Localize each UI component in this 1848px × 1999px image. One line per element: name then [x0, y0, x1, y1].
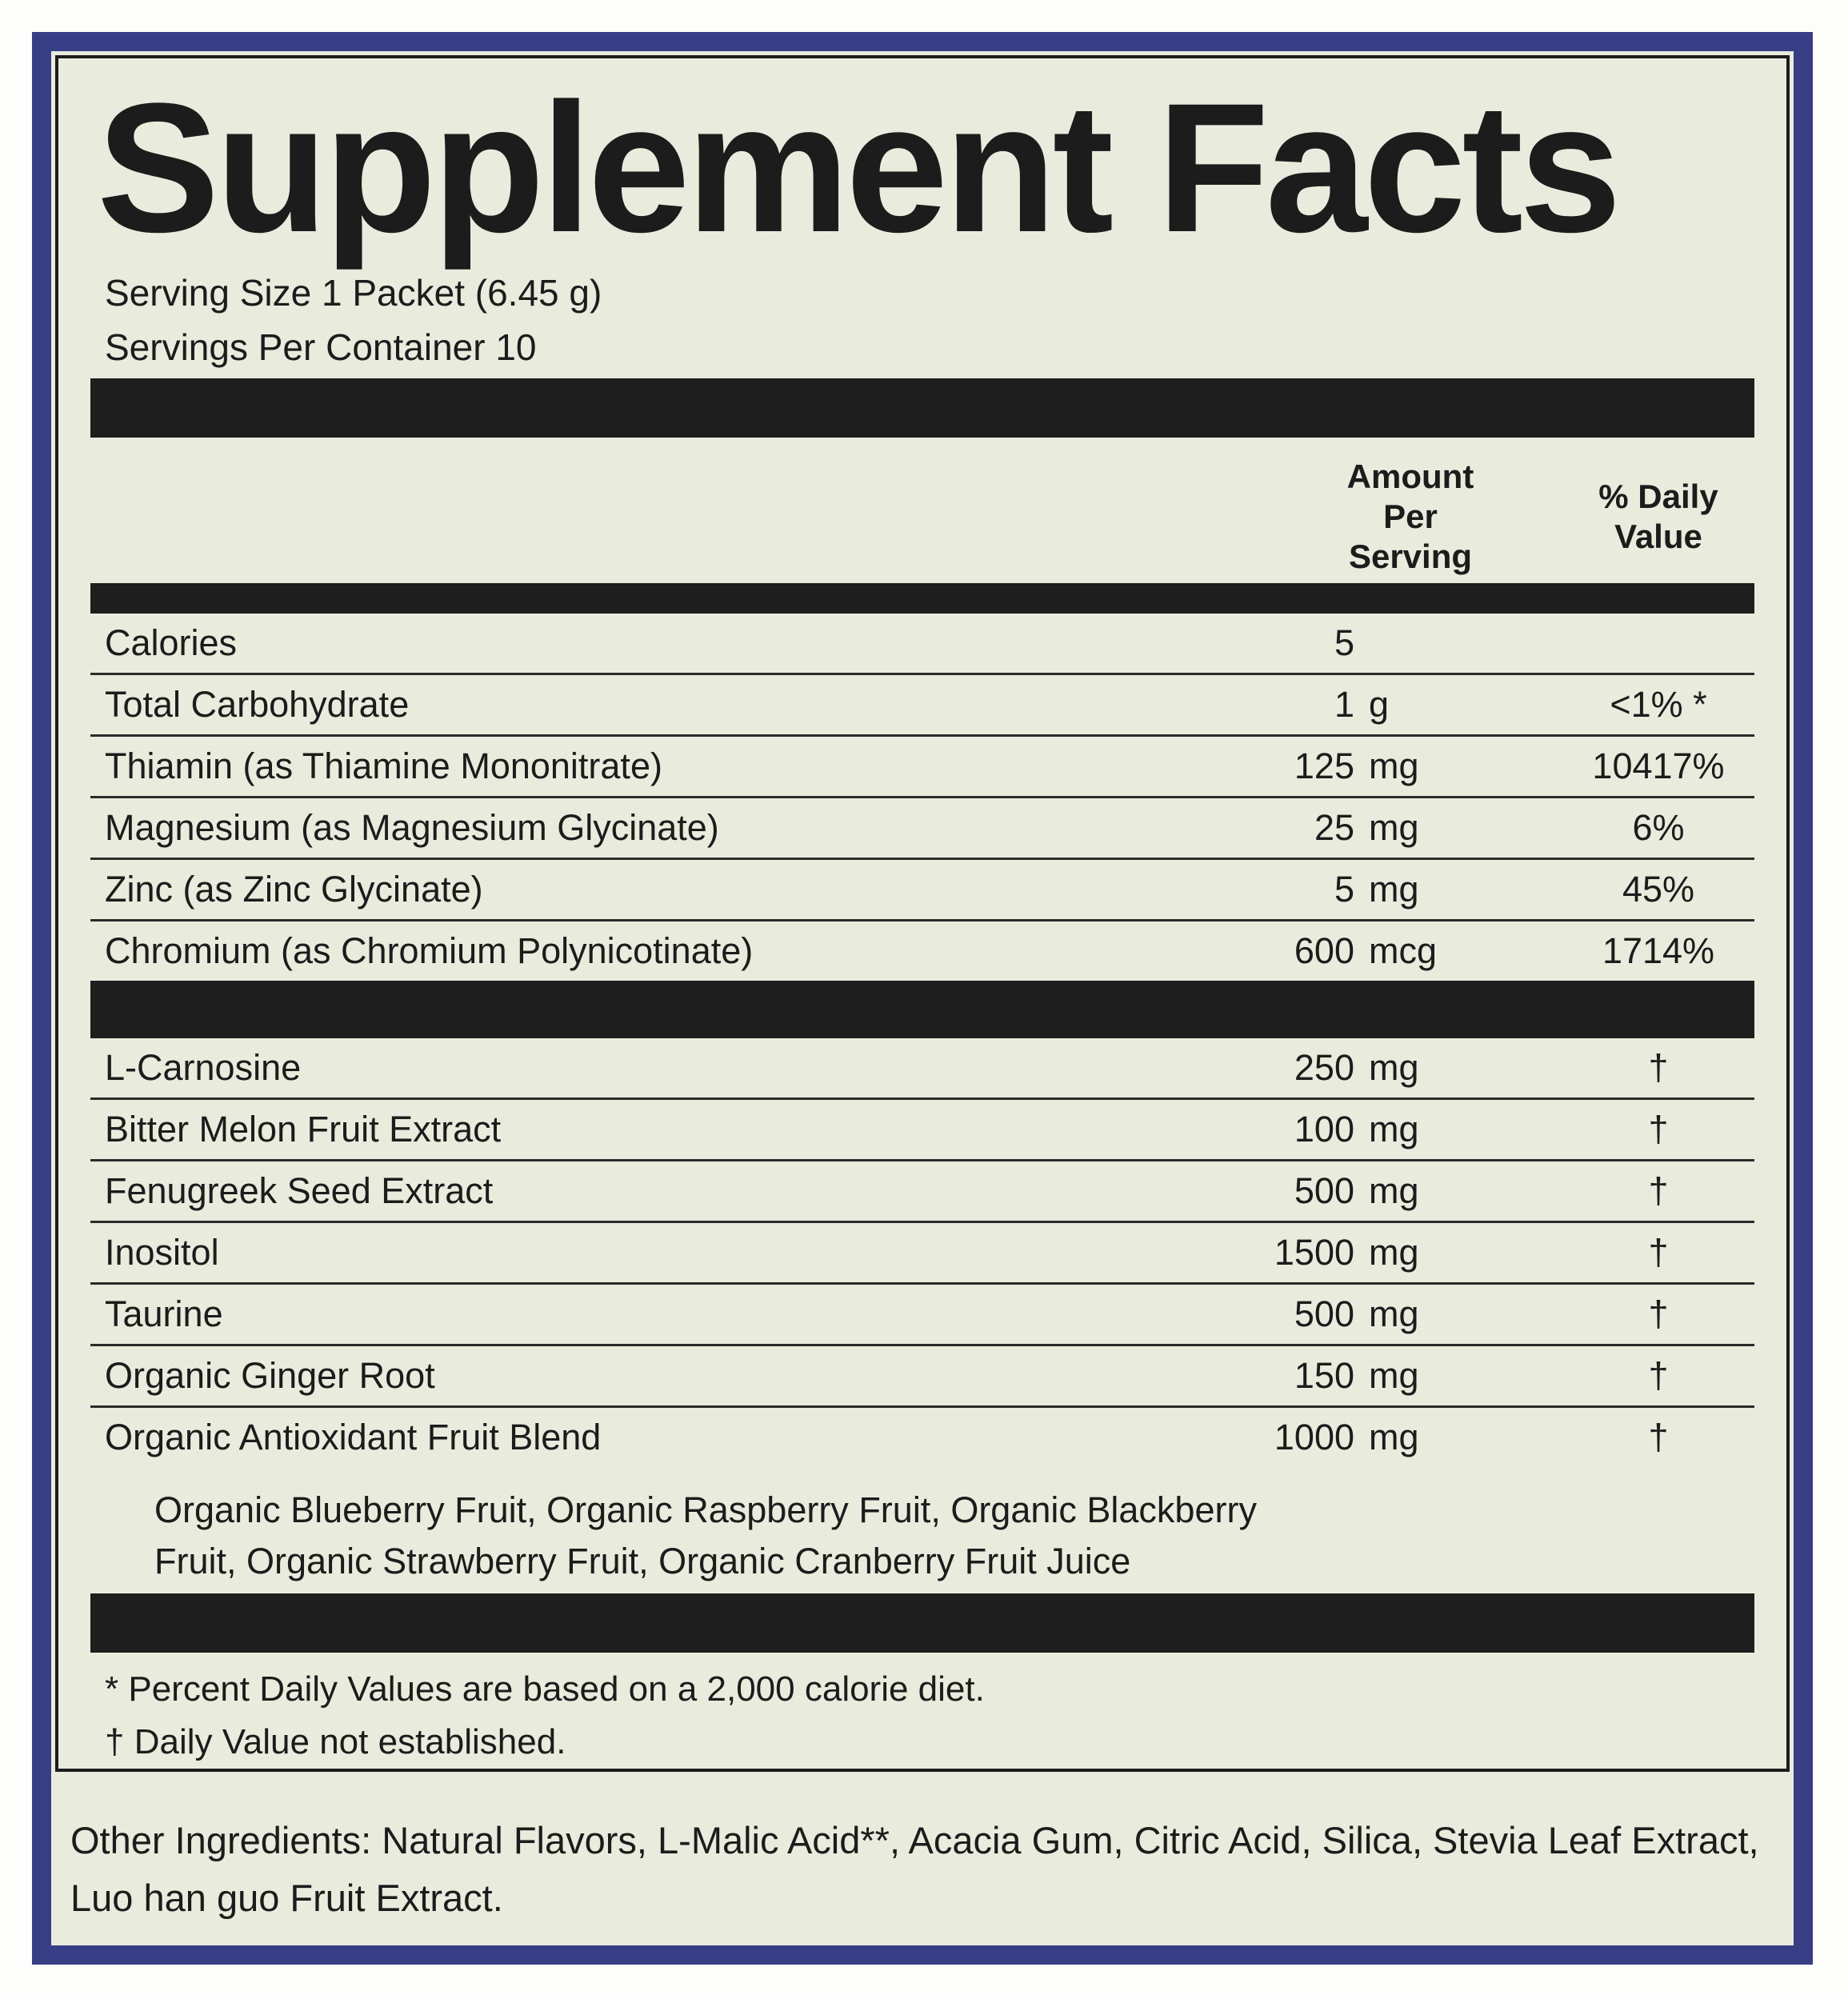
row-amount-value: 100	[1294, 1109, 1354, 1149]
row-name: Organic Antioxidant Fruit Blend	[105, 1417, 602, 1457]
amount-per-serving-header: Amount Per Serving	[1346, 458, 1474, 575]
row-name: Zinc (as Zinc Glycinate)	[105, 869, 483, 910]
row-name: Bitter Melon Fruit Extract	[105, 1109, 502, 1149]
row-daily-value: †	[1648, 1232, 1669, 1273]
footnote-dagger: † Daily Value not established.	[105, 1722, 566, 1761]
nutrients-table	[90, 614, 1754, 981]
fruit-blend-detail: Organic Blueberry Fruit, Organic Raspberry Fruit, Organic Blackberry Fruit, Organic Strawberry Fruit, Organic Cranberry Fruit Juice	[154, 1489, 1257, 1581]
divider-bar	[90, 583, 1754, 614]
row-daily-value: †	[1648, 1293, 1669, 1334]
row-name: Magnesium (as Magnesium Glycinate)	[105, 807, 719, 848]
table-row	[90, 1223, 1754, 1285]
row-daily-value: †	[1648, 1109, 1669, 1149]
row-name: Chromium (as Chromium Polynicotinate)	[105, 930, 754, 971]
row-amount-value: 1000	[1274, 1417, 1354, 1457]
row-daily-value: 10417%	[1592, 746, 1725, 786]
row-daily-value: †	[1648, 1417, 1669, 1457]
servings-per-container-line: Servings Per Container 10	[105, 326, 537, 368]
row-amount-value: 1500	[1274, 1232, 1354, 1273]
row-amount-value: 1	[1334, 684, 1354, 725]
table-row	[90, 1346, 1754, 1408]
row-amount-value: 150	[1294, 1355, 1354, 1396]
row-amount-unit: mg	[1369, 1109, 1419, 1149]
row-daily-value: 1714%	[1602, 930, 1715, 971]
table-row	[90, 1408, 1754, 1467]
row-daily-value: †	[1648, 1355, 1669, 1396]
table-row	[90, 798, 1754, 860]
row-name: Calories	[105, 622, 238, 663]
table-row	[90, 614, 1754, 675]
row-amount-value: 125	[1294, 746, 1354, 786]
row-name: Inositol	[105, 1232, 219, 1273]
row-amount-unit: mg	[1369, 869, 1419, 910]
row-amount-value: 500	[1294, 1293, 1354, 1334]
row-amount-unit: mg	[1369, 807, 1419, 848]
supplement-facts-panel	[55, 55, 1790, 1772]
divider-bar	[90, 378, 1754, 438]
row-name: Taurine	[105, 1293, 223, 1334]
row-amount-value: 250	[1294, 1047, 1354, 1088]
daily-value-header: % Daily Value	[1598, 478, 1718, 555]
row-daily-value: †	[1648, 1047, 1669, 1088]
table-row	[90, 1100, 1754, 1161]
row-name: Fenugreek Seed Extract	[105, 1170, 494, 1211]
serving-size-line: Serving Size 1 Packet (6.45 g)	[105, 272, 602, 314]
row-amount-unit: mg	[1369, 1047, 1419, 1088]
row-name: L-Carnosine	[105, 1047, 302, 1088]
row-amount-unit: g	[1369, 684, 1390, 725]
row-amount-value: 25	[1314, 807, 1354, 848]
row-daily-value: <1% *	[1610, 684, 1707, 725]
divider-bar	[90, 1593, 1754, 1653]
footnote-asterisk: * Percent Daily Values are based on a 2,000 calorie diet.	[105, 1669, 985, 1709]
row-daily-value: 45%	[1622, 869, 1695, 910]
row-amount-unit: mg	[1369, 1293, 1419, 1334]
row-amount-value: 600	[1294, 930, 1354, 971]
row-daily-value: 6%	[1632, 807, 1685, 848]
table-row	[90, 1285, 1754, 1346]
other-ingredients-text: Other Ingredients: Natural Flavors, L-Malic Acid**, Acacia Gum, Citric Acid, Silica, Stevia Leaf Extract, Luo han guo Fruit Extract.	[70, 1819, 1759, 1919]
row-daily-value: †	[1648, 1170, 1669, 1211]
row-amount-unit: mg	[1369, 1417, 1419, 1457]
table-row	[90, 737, 1754, 798]
row-amount-unit: mg	[1369, 1170, 1419, 1211]
row-amount-unit: mg	[1369, 746, 1419, 786]
table-row	[90, 1161, 1754, 1223]
row-amount-unit: mcg	[1369, 930, 1438, 971]
page-title: Supplement Facts	[97, 65, 1618, 270]
row-amount-unit: mg	[1369, 1355, 1419, 1396]
row-amount-value: 500	[1294, 1170, 1354, 1211]
row-name: Organic Ginger Root	[105, 1355, 435, 1396]
divider-bar	[90, 981, 1754, 1038]
table-row	[90, 860, 1754, 922]
table-row	[90, 922, 1754, 981]
label-frame	[32, 32, 1813, 1965]
facts-table-header	[90, 457, 1754, 577]
row-amount-value: 5	[1334, 869, 1354, 910]
table-row	[90, 1038, 1754, 1100]
row-name: Total Carbohydrate	[105, 684, 410, 725]
table-row	[90, 675, 1754, 737]
row-amount-value: 5	[1334, 622, 1354, 663]
row-amount-unit: mg	[1369, 1232, 1419, 1273]
row-name: Thiamin (as Thiamine Mononitrate)	[105, 746, 662, 786]
botanicals-table	[90, 1038, 1754, 1467]
